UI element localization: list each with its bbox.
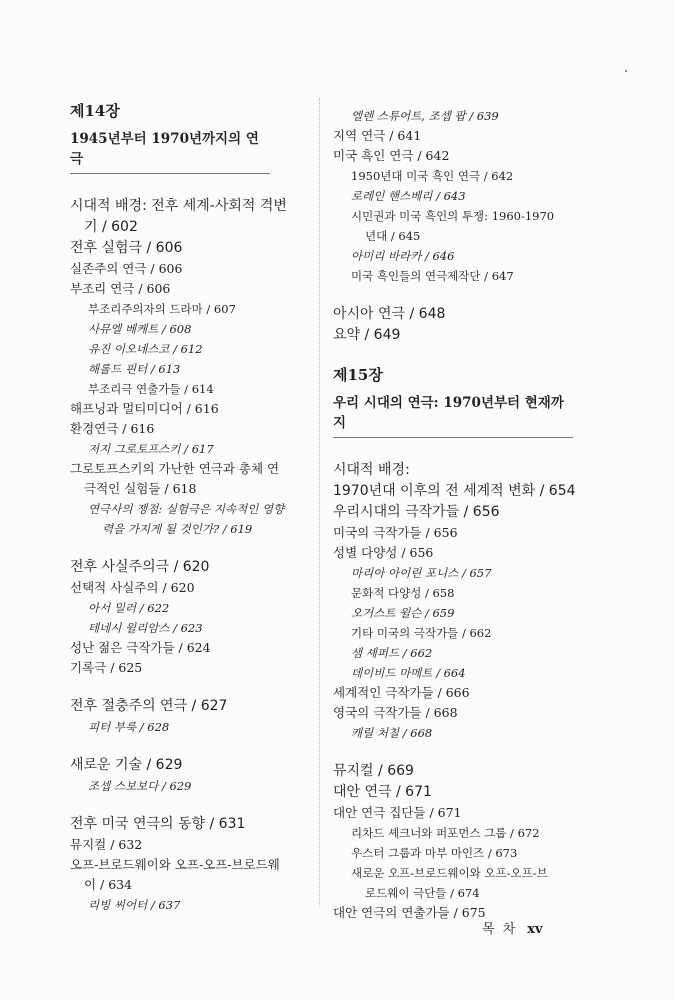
toc-entry[interactable]: 세계적인 극작가들 / 666 (333, 685, 470, 700)
toc-entry-cont[interactable]: 력을 가지게 될 것인가? / 619 (102, 522, 253, 536)
toc-entry[interactable]: 성별 다양성 / 656 (333, 545, 434, 560)
toc-entry[interactable]: 미국의 극작가들 / 656 (333, 525, 458, 540)
toc-entry[interactable]: 조셉 스보보다 / 629 (88, 779, 192, 793)
toc-entry[interactable]: 전후 실험극 / 606 (70, 240, 183, 256)
toc-entry[interactable]: 시대적 배경: (333, 462, 410, 478)
toc-entry[interactable]: 전후 사실주의극 / 620 (70, 559, 210, 575)
toc-entry[interactable]: 전후 미국 연극의 동향 / 631 (70, 816, 246, 832)
toc-right-column (333, 106, 577, 923)
speck (625, 70, 627, 72)
toc-entry[interactable]: 미국 흑인들의 연극제작단 / 647 (351, 269, 514, 283)
toc-entry[interactable]: 성난 젊은 극작가들 / 624 (70, 640, 211, 655)
toc-entry[interactable]: 그로토프스키의 가난한 연극과 총체 연 (70, 461, 280, 476)
toc-entry[interactable]: 미국 흑인 연극 / 642 (333, 148, 450, 163)
toc-entry[interactable]: 영국의 극작가들 / 668 (333, 705, 458, 720)
toc-entry[interactable]: 해롤드 핀터 / 613 (88, 362, 181, 376)
toc-entry[interactable]: 저지 그로토프스키 / 617 (88, 442, 214, 456)
column-divider (319, 98, 320, 906)
page-footer (482, 918, 543, 937)
page-number: xv (527, 922, 543, 937)
toc-entry[interactable]: 부조리주의자의 드라마 / 607 (88, 302, 236, 316)
toc-left-column (70, 100, 314, 915)
chapter-title: 우리 시대의 연극: 1970년부터 현재까지 (333, 391, 573, 438)
toc-entry[interactable]: 리빙 씨어터 / 637 (88, 898, 181, 912)
toc-entry-cont[interactable]: 극적인 실험들 / 618 (84, 481, 197, 496)
toc-entry[interactable]: 문화적 다양성 / 658 (351, 586, 455, 600)
footer-label: 목 차 (482, 922, 518, 937)
toc-entry[interactable]: 캐릴 처칠 / 668 (351, 726, 433, 740)
toc-entry[interactable]: 기타 미국의 극작가들 / 662 (351, 626, 492, 640)
toc-entry[interactable]: 리차드 셰크너와 퍼포먼스 그룹 / 672 (351, 826, 540, 840)
chapter-title: 1945년부터 1970년까지의 연극 (70, 127, 270, 174)
toc-entry[interactable]: 오거스트 윌슨 / 659 (351, 606, 455, 620)
toc-entry[interactable]: 아시아 연극 / 648 (333, 306, 446, 322)
toc-entry[interactable]: 뮤지컬 / 669 (333, 763, 414, 779)
toc-entry[interactable]: 환경연극 / 616 (70, 421, 155, 436)
toc-entry[interactable]: 마리아 아이린 포니스 / 657 (351, 566, 492, 580)
toc-entry[interactable]: 시대적 배경: 전후 세계-사회적 격변 (70, 198, 287, 214)
toc-entry[interactable]: 대안 연극 집단들 / 671 (333, 805, 462, 820)
toc-entry[interactable]: 부조리 연극 / 606 (70, 281, 171, 296)
toc-entry[interactable]: 1950년대 미국 흑인 연극 / 642 (351, 169, 514, 183)
toc-entry[interactable]: 연극사의 쟁점: 실험극은 지속적인 영향 (88, 502, 285, 516)
toc-entry[interactable]: 엘렌 스튜어트, 조셉 팝 / 639 (351, 109, 499, 123)
toc-entry[interactable]: 1970년대 이후의 전 세계적 변화 / 654 (333, 483, 576, 499)
toc-entry[interactable]: 아미리 바라카 / 646 (351, 249, 455, 263)
toc-entry[interactable]: 새로운 기술 / 629 (70, 757, 183, 773)
toc-entry-cont[interactable]: 이 / 634 (84, 877, 133, 892)
toc-entry[interactable]: 우스터 그룹과 마부 마인즈 / 673 (351, 846, 518, 860)
toc-entry[interactable]: 로레인 핸스베리 / 643 (351, 189, 466, 203)
toc-entry[interactable]: 기록극 / 625 (70, 660, 143, 675)
toc-entry[interactable]: 사뮤엘 베케트 / 608 (88, 322, 192, 336)
toc-entry-cont[interactable]: 로드웨이 극단들 / 674 (365, 886, 480, 900)
toc-entry[interactable]: 오프-브로드웨이와 오프-오프-브로드웨 (70, 857, 280, 872)
toc-entry[interactable]: 샘 셰퍼드 / 662 (351, 646, 433, 660)
toc-entry[interactable]: 선택적 사실주의 / 620 (70, 580, 195, 595)
toc-entry[interactable]: 부조리극 연출가들 / 614 (88, 382, 214, 396)
toc-entry[interactable]: 테네시 윌리암스 / 623 (88, 621, 203, 635)
chapter-number: 제14장 (70, 102, 120, 120)
toc-entry[interactable]: 아서 밀러 / 622 (88, 601, 170, 615)
toc-entry[interactable]: 유진 이오네스코 / 612 (88, 342, 203, 356)
toc-entry[interactable]: 우리시대의 극작가들 / 656 (333, 504, 500, 520)
toc-entry[interactable]: 시민권과 미국 흑인의 투쟁: 1960-1970 (351, 209, 555, 223)
toc-entry[interactable]: 피터 부룩 / 628 (88, 720, 170, 734)
toc-entry[interactable]: 지역 연극 / 641 (333, 128, 422, 143)
toc-entry[interactable]: 전후 절충주의 연극 / 627 (70, 698, 228, 714)
toc-entry[interactable]: 데이비드 마메트 / 664 (351, 666, 466, 680)
toc-entry[interactable]: 대안 연극 / 671 (333, 784, 432, 800)
toc-entry[interactable]: 요약 / 649 (333, 327, 401, 343)
toc-entry-cont[interactable]: 기 / 602 (84, 219, 138, 235)
chapter-number: 제15장 (333, 366, 383, 384)
toc-entry-cont[interactable]: 년대 / 645 (365, 229, 421, 243)
toc-entry[interactable]: 해프닝과 멀티미디어 / 616 (70, 401, 219, 416)
toc-entry[interactable]: 뮤지컬 / 632 (70, 837, 143, 852)
toc-entry[interactable]: 실존주의 연극 / 606 (70, 261, 183, 276)
toc-entry[interactable]: 대안 연극의 연출가들 / 675 (333, 905, 486, 920)
toc-entry[interactable]: 새로운 오프-브로드웨이와 오프-오프-브 (351, 866, 548, 880)
